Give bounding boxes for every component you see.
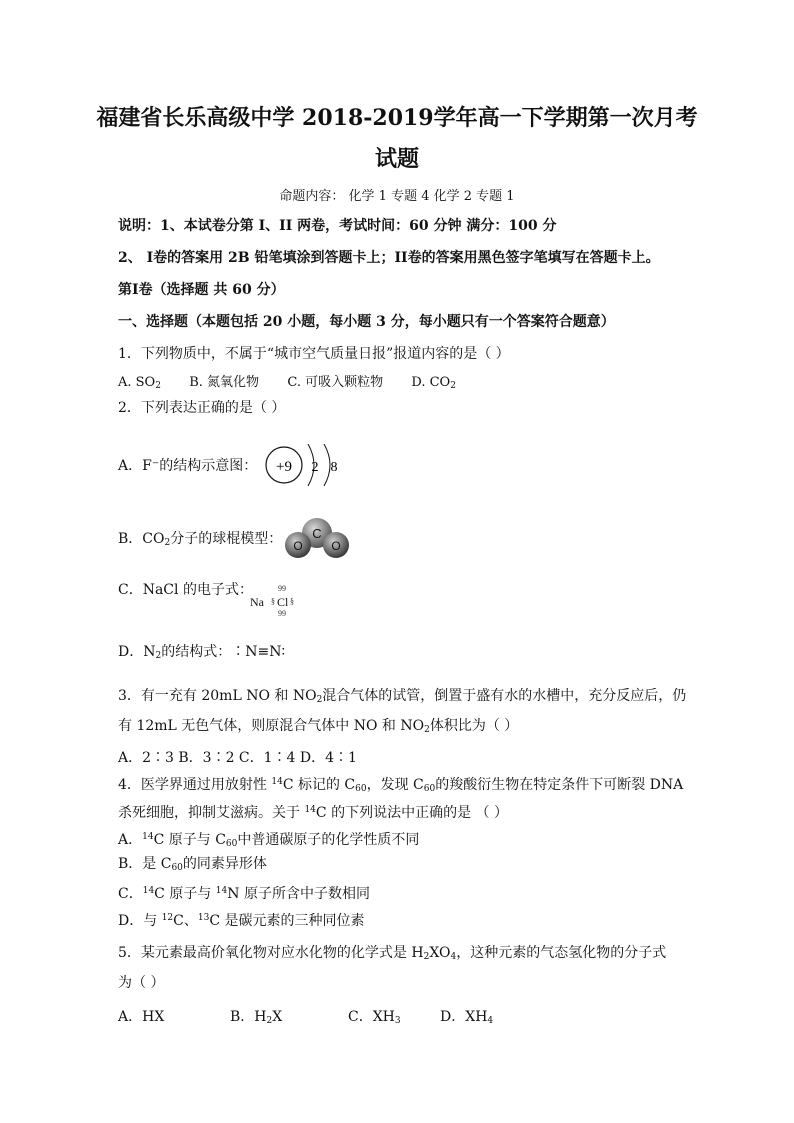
electron-dots-bottom: 99 — [278, 609, 286, 618]
part-one-heading: 第Ⅰ卷（选择题 共 60 分） — [118, 282, 285, 298]
shell-arc-2 — [324, 444, 330, 486]
q4-option-a: A．$^{14}$C 原子与 $C_{60}$中普通碳原子的化学性质不同 — [118, 832, 420, 849]
co2-ball-stick-model — [280, 513, 354, 563]
oxygen-label-right: O — [331, 539, 341, 553]
question-3-options: A．2∶3 B．3∶2 C．1∶4 D．4∶1 — [118, 750, 357, 766]
q2-option-b: B．$CO_2$分子的球棍模型： — [118, 531, 283, 548]
q1-option-b: B. 氮氧化物 — [189, 375, 260, 390]
q1-option-a: A. $SO_2$ — [118, 375, 161, 391]
question-2-stem: 2．下列表达正确的是（ ） — [118, 400, 286, 416]
q4-option-c: C．$^{14}$C 原子与 $^{14}$N 原子所含中子数相同 — [118, 886, 370, 902]
exam-title-line2: 试题 — [374, 146, 419, 172]
q4-option-b: B．是 $C_{60}$的同素异形体 — [118, 856, 267, 873]
question-5-stem-line2: 为（ ） — [118, 975, 165, 991]
q5-option-b: B．$H_2X$ — [230, 1009, 283, 1026]
electron-dots-top: 99 — [278, 584, 286, 593]
question-4-stem-line2: 杀死细胞，抑制艾滋病。关于 $^{14}$C 的下列说法中正确的是 （ ） — [118, 805, 508, 821]
nucleus-charge: +9 — [276, 459, 292, 475]
q5-option-a: A．HX — [118, 1009, 165, 1025]
exam-content-scope: 命题内容： 化学 1 专题 4 化学 2 专题 1 — [279, 189, 515, 204]
oxygen-label-left: O — [293, 539, 303, 553]
q2-option-a: A．F⁻的结构示意图： — [118, 458, 258, 474]
question-5-options — [118, 1007, 493, 1031]
q5-option-d: D．$XH_4$ — [440, 1009, 494, 1026]
q4-option-d: D．与 $^{12}$C、$^{13}$C 是碳元素的三种同位素 — [118, 913, 365, 929]
instruction-1: 说明：1、本试卷分第 I、II 两卷，考试时间：60 分钟 满分：100 分 — [118, 218, 557, 234]
electron-dots-left: § — [271, 597, 275, 606]
shell-1-count: 2 — [311, 460, 319, 475]
shell-2-count: 8 — [330, 460, 338, 475]
question-1-stem: 1．下列物质中，不属于“城市空气质量日报”报道内容的是（ ） — [118, 346, 510, 362]
q1-option-d: D. $CO_2$ — [411, 375, 456, 391]
q2-option-c: C．NaCl 的电子式： — [118, 582, 253, 598]
sodium-symbol: Na — [250, 595, 264, 609]
q1-option-c: C. 可吸入颗粒物 — [287, 375, 384, 390]
question-4-stem-line1: 4．医学界通过用放射性 $^{14}$C 标记的 $C_{60}$，发现 $C_{60}$的羧酸衍生物在特定条件下可断裂 DNA — [118, 777, 684, 794]
fluoride-structure-diagram — [258, 438, 348, 496]
question-3-stem-line1: 3．有一充有 20mL NO 和 $NO_2$混合气体的试管，倒置于盛有水的水槽中，充分反应后，仍 — [118, 688, 687, 705]
exam-title-line1: 福建省长乐高级中学 2018-2019学年高一下学期第一次月考 — [96, 105, 698, 131]
question-3-stem-line2: 有 12mL 无色气体，则原混合气体中 NO 和 $NO_2$体积比为（ ） — [118, 718, 519, 735]
carbon-label: C — [312, 526, 322, 541]
question-5-stem-line1: 5．某元素最高价氧化物对应水化物的化学式是 $H_2XO_4$，这种元素的气态氢化物的分子式 — [118, 945, 667, 962]
section-heading: 一、选择题（本题包括 20 小题，每小题 3 分，每小题只有一个答案符合题意） — [118, 314, 615, 330]
chlorine-symbol: Cl — [277, 595, 289, 609]
question-1-options — [118, 373, 456, 396]
q2-option-d: D．$N_2$的结构式：∶N≡N∶ — [118, 644, 286, 661]
instruction-2: 2、 Ⅰ卷的答案用 2B 铅笔填涂到答题卡上；II卷的答案用黑色签字笔填写在答题卡上。 — [118, 250, 660, 266]
electron-dots-right: § — [290, 597, 294, 606]
q5-option-c: C．$XH_3$ — [348, 1009, 401, 1026]
